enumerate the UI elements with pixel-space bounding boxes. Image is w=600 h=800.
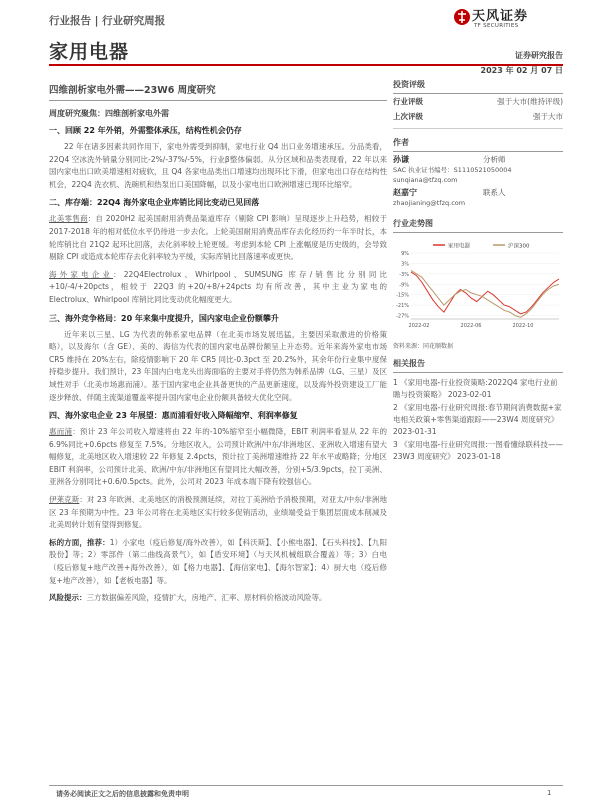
section-2-paragraph-1	[49, 213, 387, 263]
section-2-paragraph-2-text: ：22Q4Electrolux、Whirlpool、SUMSUNG 库存/销售比分别同比+10/-4/+20pcts，相较于 22Q3 的+20/+8/+24pcts 均有所改善，其中主业为家电的 Electrolux、Whirlpool 库销比同比变动优化幅度更大。	[49, 269, 388, 304]
industry-rating-row	[393, 94, 563, 109]
section-2-paragraph-2	[49, 269, 387, 307]
author-2-name: 赵嘉宁	[393, 188, 417, 197]
recommendation-label: 标的方面，推荐：	[49, 537, 110, 547]
chart-source: 资料来源：同花顺数据	[393, 343, 454, 350]
logo-cn: 天风证券	[472, 9, 529, 24]
section-2-paragraph-1-text: ：自 2020H2 起美国耐用消费品渠道库存（剔除 CPI 影响）呈现逐步上升趋势，相较于 2017-2018 年的相对低位水平仍待进一步去化。上轮美国耐用消费品库存去化经历约一年半时长，本轮库销比自 21Q2 起环比回落，去化斜率较上轮更缓。考虑到本轮 CPI 上涨幅度是历史级的，会导致剔除 CPI 或造成本轮库存去化斜率较为平缓，实际库销比回落速率或更快。	[49, 214, 387, 262]
footer-divider	[49, 785, 563, 786]
logo-en: TF SECURITIES	[474, 23, 519, 29]
related-report-2[interactable]: 2 《家用电器-行业研究周报:春节期间消费数据+家电相关政策+零售渠道跟踪——23W4 周度研究》 2023-01-31	[393, 403, 562, 436]
author-heading: 作者	[393, 137, 563, 152]
related-report-1[interactable]: 1 《家用电器-行业投资策略:2022Q4 家电行业前瞻与投资策略》 2023-02-01	[393, 378, 558, 399]
section-1-paragraph: 22 年在诸多因素共同作用下，家电外需受到抑制，家电行业 Q4 出口业务增速承压。分品类看，22Q4 空冰洗外销量分别同比-2%/-37%/-5%，行业β整体偏弱。从分区域和品类表现看，22 年以来国内家电出口欧美增速相对疲软，且 Q4 各家电品类出口增速均出现环比下滑，但家电出口存在结构性机会，22Q4 洗衣机、洗碗机和热泵出口美国降幅，以及小家电出口欧洲增速已现环比缩窄。	[49, 142, 387, 189]
section-4-paragraph-2-text: ：对 23 年欧洲、北美地区的消极预测延续，对拉丁美洲给予消极预期，对亚太/中东/非洲地区 23 年预期为中性。23 年公司将在北美地区实行较多促销活动，业绩端受益于集团层面成本削减及北美周转计划有望得到修复。	[49, 495, 387, 530]
focus-line: 周度研究聚焦：四维剖析家电外需	[49, 109, 169, 118]
report-category: 行业报告 | 行业研究周报	[49, 15, 166, 27]
industry-rating-label: 行业评级	[393, 97, 423, 106]
x-tick-label: 2022-06	[460, 323, 482, 329]
author-2-role: 联系人	[483, 188, 506, 197]
author-1-role: 分析师	[483, 155, 506, 164]
industry-title: 家用电器	[49, 41, 130, 63]
author-2	[393, 188, 563, 208]
author-1-name: 孙谦	[393, 155, 409, 164]
whirlpool-label: 惠而浦	[49, 427, 73, 437]
x-tick-label: 2022-02	[408, 323, 430, 329]
electrolux-label: 伊莱克斯	[49, 495, 80, 505]
related-heading: 相关报告	[393, 358, 563, 373]
section-3-heading: 三、海外竞争格局：20 年来集中度提升，国内家电企业份额攀升	[49, 313, 279, 323]
report-date: 2023 年 02 月 07 日	[480, 66, 563, 75]
previous-rating-label: 上次评级	[393, 112, 423, 121]
sidebar	[393, 79, 563, 463]
disclaimer: 请务必阅读正文之后的信息披露和免责申明	[56, 790, 189, 798]
section-4-paragraph-2	[49, 494, 387, 532]
author-1-email[interactable]: sunqiana@tfzq.com	[393, 176, 458, 184]
risk-text: 三方数据偏差风险，疫情扩大，房地产、汇率、原材料价格波动风险等。	[86, 593, 327, 603]
main-column	[49, 82, 387, 605]
section-3-paragraph: 近年来以三星、LG 为代表的韩系家电品牌（在北美市场发展迅猛，主要因采取激进的价格策略），以及海尔（含 GE）、美的、海信为代表的国内家电品牌份额呈上升态势。近年来海外家电市场 CR5 维持在 20%左右，除疫情影响下 20 年 CR5 同比-0.3pct 至 20.2%外，其余年份行业集中度保持稳步提升。我们预计，23 年国内白电龙头出海面临的主要对手将仍然为韩系品牌（LG、三星）及区域性对手（北美市场惠而浦）。基于国内家电企业具备更快的产品更新速度，以及海外投资建设工厂能逐步释放、伴随主流渠道覆盖率提升国内家电企业份额具备较大优化空间。	[49, 329, 387, 402]
recommendation-text: 1）小家电（疫后修复/海外改善），如【科沃斯】、【小熊电器】、【石头科技】、【九阳股份】等；2）零部件（第二曲线高景气），如【盾安环境】（与天风机械组联合覆盖）等；3）白电（疫后修复+地产改善+海外改善），如【格力电器】、【海信家电】、【海尔智家】；4）厨大电（疫后修复+地产改善），如【老板电器】等。	[49, 537, 388, 585]
y-tick-label: -27%	[396, 313, 409, 320]
header-divider	[49, 64, 563, 66]
series-line	[411, 272, 559, 314]
legend-label: 家用电器	[448, 243, 471, 250]
rating-block	[393, 94, 563, 129]
risk-label: 风险提示：	[49, 593, 87, 603]
y-tick-label: -3%	[399, 271, 409, 278]
section-4-paragraph-1	[49, 426, 387, 489]
north-america-retailers-label: 北美零售商	[49, 214, 88, 224]
author-1	[393, 155, 563, 185]
author-2-email[interactable]: zhaojianing@tfzq.com	[393, 199, 466, 207]
rating-heading: 投资评级	[393, 79, 563, 94]
y-tick-label: 9%	[401, 251, 409, 257]
y-tick-label: -21%	[396, 303, 409, 310]
legend-label: 沪深300	[508, 243, 530, 250]
industry-rating-value: 强于大市(维持评级)	[497, 97, 563, 106]
industry-trend-chart	[393, 239, 563, 335]
chart-heading: 行业走势图	[393, 218, 563, 233]
section-1-heading: 一、回顾 22 年外销，外需整体承压，结构性机会仍存	[49, 126, 242, 135]
risk-paragraph	[49, 592, 387, 605]
related-report-3[interactable]: 3 《家用电器-行业研究周报:一图看懂绿联科技——23W3 周度研究》 2023-01-18	[393, 440, 563, 461]
author-1-cert: SAC 执业证书编号：S1110521050004	[393, 166, 512, 174]
overseas-companies-label: 海外家电企业	[49, 269, 114, 279]
previous-rating-row	[393, 109, 563, 124]
x-tick-label: 2022-10	[512, 323, 534, 329]
y-tick-label: -9%	[399, 282, 409, 289]
related-reports	[393, 377, 563, 463]
report-type: 证券研究报告	[515, 51, 563, 60]
section-2-heading: 二、库存端：22Q4 海外家电企业库销比同比变动已见回落	[49, 198, 260, 208]
previous-rating-value: 强于大市	[533, 112, 563, 121]
y-tick-label: 3%	[401, 261, 409, 268]
page-number: 1	[547, 789, 552, 797]
y-tick-label: -15%	[396, 292, 409, 299]
section-4-paragraph-1-text: ：预计 23 年公司收入增速将由 22 年的-10%缩窄至小幅微降，EBIT 利润率看显从 22 年的 6.9%同比+0.6pcts 修复至 7.5%。分地区收入，公司预计欧洲/中东/非洲地区、亚洲收入增速有望大幅修复，北美地区收入增速较 22 年修复 2.4pcts，预计拉丁美洲增速维持 22 年水平或略降；分地区 EBIT 利润率，公司预计北美、欧洲/中东/非洲地区有望同比大幅改善，分别+5/3.9pcts，拉丁美洲、亚洲各分别同比+0.6/0.5pcts。此外，公司对 2023 年成本端下降有较强信心。	[49, 427, 387, 487]
section-4-heading: 四、海外家电企业 23 年展望：惠而浦看好收入降幅缩窄、利润率修复	[49, 411, 298, 421]
recommendation-paragraph	[49, 537, 387, 587]
document-title: 四维剖析家电外需——23W6 周度研究	[49, 82, 387, 101]
